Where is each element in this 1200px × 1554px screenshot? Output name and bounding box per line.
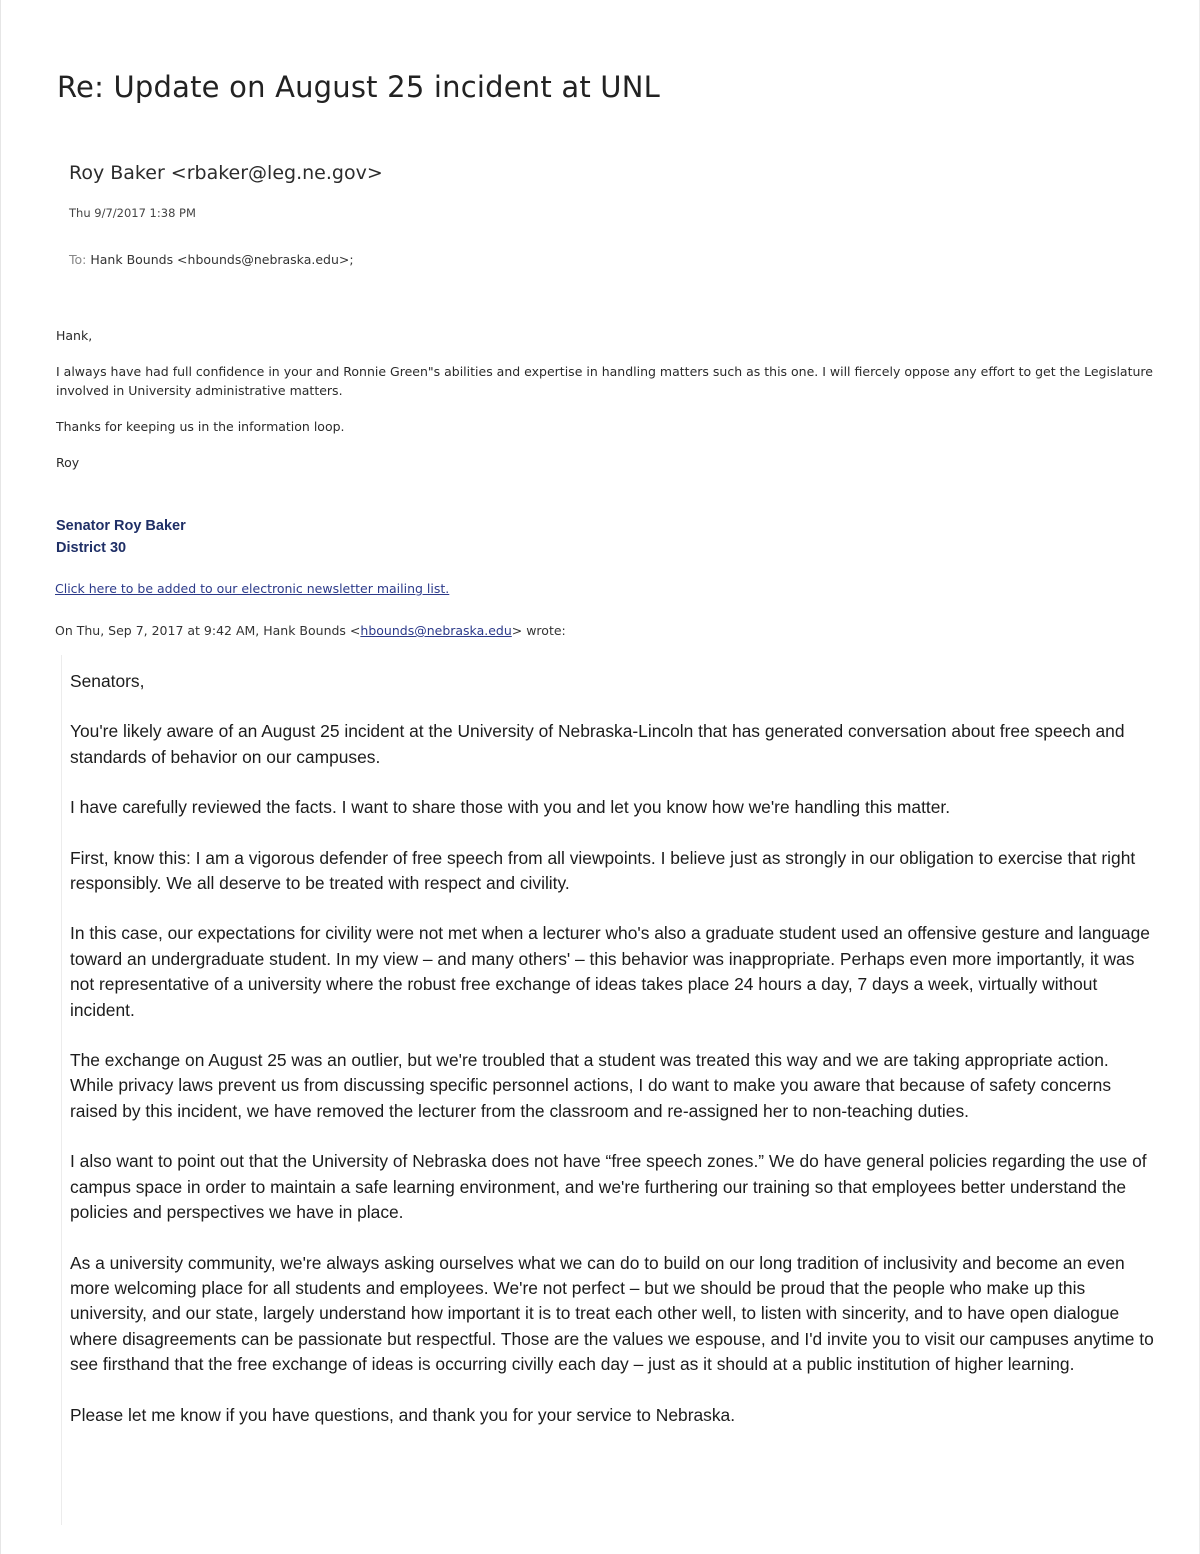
- sender-line: Roy Baker <rbaker@leg.ne.gov>: [69, 162, 383, 184]
- quoted-paragraph: I have carefully reviewed the facts. I want to share those with you and let you know how we're handling this matter.: [70, 797, 951, 818]
- signature-district: District 30: [56, 540, 127, 556]
- email-subject: Re: Update on August 25 incident at UNL: [57, 70, 660, 104]
- sent-datetime: Thu 9/7/2017 1:38 PM: [69, 206, 196, 220]
- quote-divider: [61, 655, 62, 1525]
- newsletter-signup-link[interactable]: Click here to be added to our electronic newsletter mailing list.: [55, 581, 450, 596]
- to-label: To:: [69, 252, 87, 267]
- quote-header-prefix: On Thu, Sep 7, 2017 at 9:42 AM, Hank Bounds <: [55, 623, 361, 638]
- quoted-paragraph: In this case, our expectations for civility were not met when a lecturer who's also a graduate student used an offensive gesture and language toward an undergraduate student. In my view – and many others' – this behavior was inappropriate. Perhaps even more importantly, it was not representative of a university where the robust free exchange of ideas takes place 24 hours a day, 7 days a week, virtually without incident.: [70, 923, 1150, 1020]
- recipient-address: Hank Bounds <hbounds@nebraska.edu>;: [90, 252, 354, 267]
- quoted-greeting: Senators,: [70, 671, 145, 691]
- reply-closing: Roy: [56, 455, 80, 470]
- reply-greeting: Hank,: [56, 328, 93, 343]
- quoted-message: [70, 669, 1155, 1453]
- quoted-paragraph: Please let me know if you have questions, and thank you for your service to Nebraska.: [70, 1404, 736, 1425]
- reply-body: [56, 326, 1166, 489]
- signature-block: [56, 515, 186, 559]
- quote-header: [55, 623, 566, 638]
- reply-paragraph: Thanks for keeping us in the information loop.: [56, 419, 345, 434]
- quoted-paragraph: First, know this: I am a vigorous defender of free speech from all viewpoints. I believe just as strongly in our obligation to exercise that right responsibly. We all deserve to be treated with respect and civility.: [70, 847, 1136, 894]
- signature-name: Senator Roy Baker: [56, 518, 186, 534]
- quoted-paragraph: You're likely aware of an August 25 incident at the University of Nebraska-Lincoln that has generated conversation about free speech and standards of behavior on our campuses.: [70, 721, 1125, 767]
- quoted-paragraph: As a university community, we're always asking ourselves what we can do to build on our long tradition of inclusivity and become an even more welcoming place for all students and employees. We're not perfect – but we should be proud that the people who make up this university, and our state, largely understand how important it is to treat each other well, to listen with sincerity, and to have open dialogue where disagreements can be passionate but respectful. Those are the values we espouse, and I'd invite you to visit our campuses anytime to see firsthand that the free exchange of ideas is occurring civilly each day – just as it should at a public institution of higher learning.: [70, 1252, 1154, 1375]
- quoted-paragraph: The exchange on August 25 was an outlier, but we're troubled that a student was treated this way and we are taking appropriate action. While privacy laws prevent us from discussing specific personnel actions, I do want to make you aware that because of safety concerns raised by this incident, we have removed the lecturer from the classroom and re-assigned her to non-teaching duties.: [70, 1050, 1112, 1121]
- quoted-paragraph: I also want to point out that the University of Nebraska does not have “free speech zones.” We do have general policies regarding the use of campus space in order to maintain a safe learning environment, and we're furthering our training so that employees better understand the policies and perspectives we have in place.: [70, 1151, 1147, 1223]
- reply-paragraph: I always have had full confidence in your and Ronnie Green"s abilities and expertise in handling matters such as this one. I will fiercely oppose any effort to get the Legislature involved in University administrative matters.: [56, 364, 1153, 398]
- quote-header-suffix: > wrote:: [511, 623, 566, 638]
- quoted-sender-email-link[interactable]: hbounds@nebraska.edu: [360, 623, 512, 638]
- recipient-line: [69, 252, 354, 267]
